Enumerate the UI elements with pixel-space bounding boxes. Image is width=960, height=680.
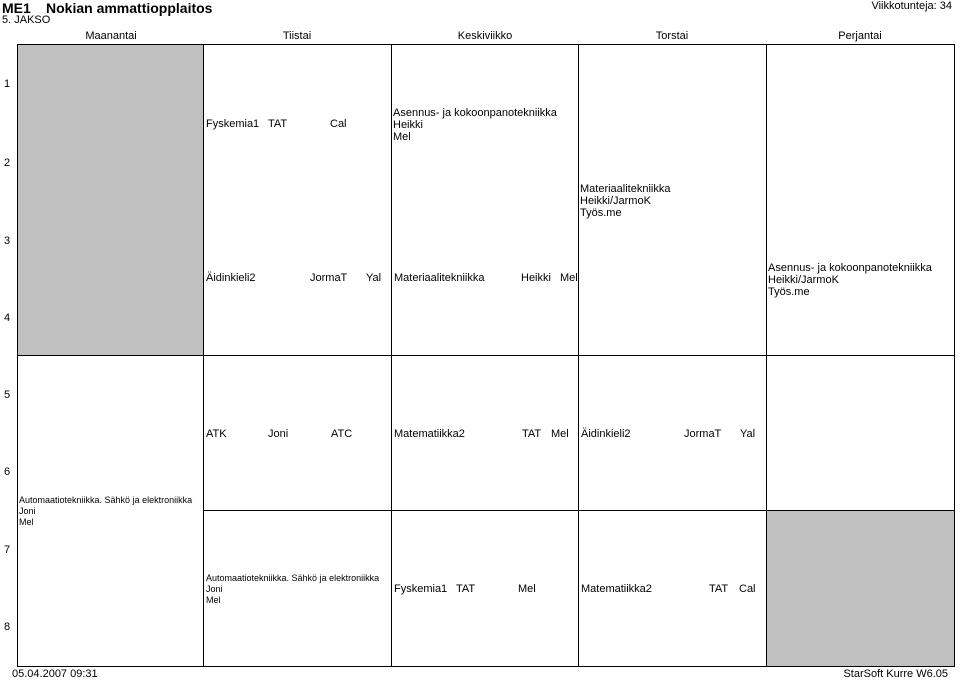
lesson-room: Mel: [206, 595, 221, 605]
lesson-room: Työs.me: [580, 207, 622, 219]
day-thursday: Torstai: [655, 30, 689, 42]
day-friday: Perjantai: [838, 30, 882, 42]
lesson-thu-2: [580, 183, 670, 219]
lesson-subject: Äidinkieli2: [581, 428, 631, 440]
lesson-wed-3: [394, 272, 578, 284]
day-wednesday: Keskiviikko: [457, 30, 513, 42]
lesson-teacher: Joni: [268, 428, 289, 440]
hour-7: 7: [4, 544, 11, 556]
lesson-subject: ATK: [206, 428, 227, 440]
lesson-subject: Äidinkieli2: [206, 272, 256, 284]
lesson-teacher: JormaT: [310, 272, 348, 284]
lesson-teacher: Joni: [19, 506, 36, 516]
lesson-subject: Automaatiotekniikka. Sähkö ja elektroniikka: [19, 495, 193, 505]
lesson-room: Mel: [393, 131, 411, 143]
lesson-subject: Fyskemia1: [394, 583, 448, 595]
lesson-teacher: Joni: [206, 584, 223, 594]
hour-3: 3: [4, 235, 11, 247]
hour-8: 8: [4, 621, 11, 633]
day-monday: Maanantai: [85, 30, 137, 42]
school-name: Nokian ammattiopplaitos: [46, 0, 213, 16]
lesson-mon-7: [19, 495, 192, 528]
lesson-subject: Matematiikka2: [394, 428, 465, 440]
lesson-room: ATC: [331, 428, 353, 440]
lesson-room: Mel: [551, 428, 569, 440]
lesson-wed-1: [393, 107, 557, 143]
lesson-teacher: JormaT: [684, 428, 722, 440]
lesson-teacher: Heikki/JarmoK: [580, 195, 651, 207]
weekly-hours: Viikkotunteja: 34: [871, 0, 952, 12]
lesson-wed-5: [394, 428, 569, 440]
day-tuesday: Tiistai: [282, 30, 312, 42]
print-timestamp: 05.04.2007 09:31: [12, 668, 98, 680]
lesson-subject: Asennus- ja kokoonpanotekniikka: [768, 262, 932, 274]
lesson-room: Mel: [19, 517, 34, 527]
lesson-teacher: Heikki: [521, 272, 551, 284]
lesson-tue-1: [206, 118, 347, 130]
lesson-room: Cal: [739, 583, 756, 595]
lesson-tue-7: [206, 573, 379, 606]
lesson-room: Työs.me: [768, 286, 810, 298]
empty-block-monday: [17, 44, 203, 355]
lesson-subject: Materiaalitekniikka: [580, 183, 671, 195]
lesson-tue-5: [206, 428, 353, 440]
hour-6: 6: [4, 466, 11, 478]
lesson-subject: Asennus- ja kokoonpanotekniikka: [393, 107, 557, 119]
hour-1: 1: [4, 78, 11, 90]
lesson-thu-7: [581, 583, 756, 595]
lesson-thu-5: [581, 428, 756, 440]
lesson-teacher: Heikki: [393, 119, 423, 131]
lesson-teacher: Heikki/JarmoK: [768, 274, 839, 286]
lesson-room: Yal: [740, 428, 756, 440]
lesson-room: Yal: [366, 272, 382, 284]
hour-2: 2: [4, 157, 11, 169]
hour-4: 4: [4, 312, 11, 324]
software-credit: StarSoft Kurre W6.05: [843, 668, 948, 680]
lesson-fri-3: [768, 262, 932, 298]
lesson-subject: Materiaalitekniikka: [394, 272, 485, 284]
lesson-teacher: TAT: [268, 118, 288, 130]
hour-5: 5: [4, 389, 11, 401]
lesson-tue-3: [206, 272, 382, 284]
period-label: 5. JAKSO: [2, 14, 51, 26]
lesson-room: Mel: [518, 583, 536, 595]
group-code: ME1: [2, 0, 31, 16]
lesson-room: Cal: [330, 118, 347, 130]
empty-block-friday: [767, 511, 955, 666]
lesson-wed-7: [394, 583, 536, 595]
lesson-subject: Fyskemia1: [206, 118, 260, 130]
lesson-room: Mel: [560, 272, 578, 284]
lesson-teacher: TAT: [522, 428, 542, 440]
lesson-teacher: TAT: [456, 583, 476, 595]
lesson-subject: Matematiikka2: [581, 583, 652, 595]
lesson-teacher: TAT: [709, 583, 729, 595]
lesson-subject: Automaatiotekniikka. Sähkö ja elektroniikka: [206, 573, 380, 583]
